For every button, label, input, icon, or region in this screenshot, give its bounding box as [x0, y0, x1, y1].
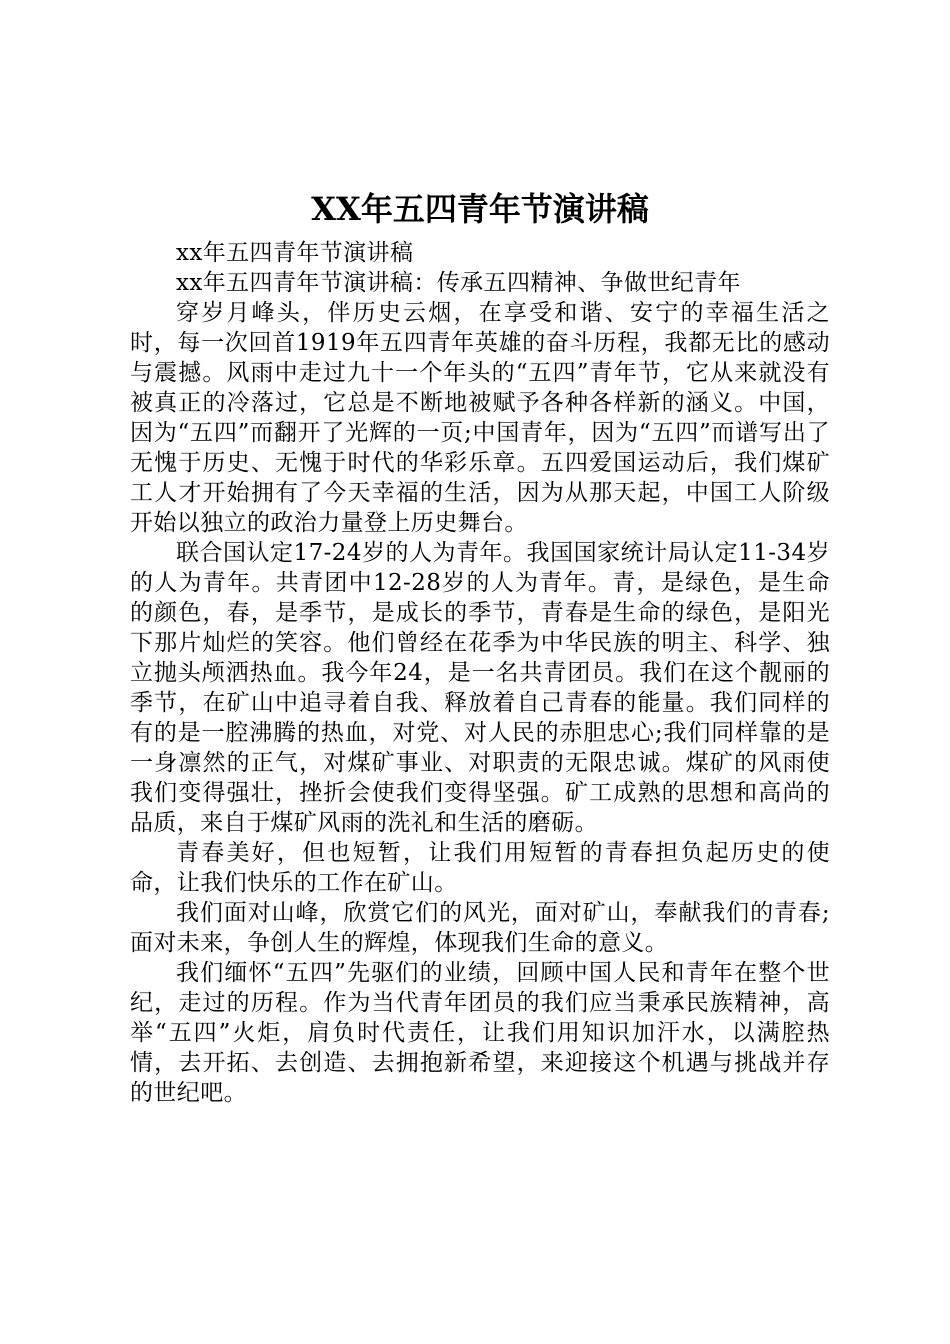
paragraph-headline: xx年五四青年节演讲稿：传承五四精神、争做世纪青年 — [176, 270, 741, 296]
paragraph-body: 联合国认定17-24岁的人为青年。我国国家统计局认定11-34岁的人为青年。共青团中12-28岁的人为青年。青，是绿色，是生命的颜色，春，是季节，是成长的季节，青春是生命的绿色，是阳光下那片灿烂的笑容。他们曾经在花季为中华民族的明主、科学、独立抛头颅洒热血。我今年24，是一名共青团员。我们在这个靓丽的季节，在矿山中追寻着自我、释放着自己青春的能量。我们同样的有的是一腔沸腾的热血，对党、对人民的赤胆忠心;我们同样靠的是一身凛然的正气，对煤矿事业、对职责的无限忠诚。煤矿的风雨使我们变得强壮，挫折会使我们变得坚强。矿工成熟的思想和高尚的品质，来自于煤矿风雨的洗礼和生活的磨砺。 — [130, 540, 830, 836]
paragraph-body: 我们面对山峰，欣赏它们的风光，面对矿山，奉献我们的青春;面对未来，争创人生的辉煌，体现我们生命的意义。 — [130, 900, 830, 956]
document-title: XX年五四青年节演讲稿 — [311, 190, 649, 228]
paragraph-body: 穿岁月峰头，伴历史云烟，在享受和谐、安宁的幸福生活之时，每一次回首1919年五四青年英雄的奋斗历程，我都无比的感动与震撼。风雨中走过九十一个年头的“五四”青年节，它从来就没有被真正的冷落过，它总是不断地被赋予各种各样新的涵义。中国，因为“五四”而翻开了光辉的一页;中国青年，因为“五四”而谱写出了无愧于历史、无愧于时代的华彩乐章。五四爱国运动后，我们煤矿工人才开始拥有了今天幸福的生活，因为从那天起，中国工人阶级开始以独立的政治力量登上历史舞台。 — [130, 300, 830, 536]
document-page — [130, 186, 830, 1108]
paragraph-body: 青春美好，但也短暂，让我们用短暂的青春担负起历史的使命，让我们快乐的工作在矿山。 — [130, 840, 830, 896]
paragraph-subtitle: xx年五四青年节演讲稿 — [176, 240, 414, 266]
paragraph-body: 我们缅怀“五四”先驱们的业绩，回顾中国人民和青年在整个世纪，走过的历程。作为当代青年团员的我们应当秉承民族精神，高举“五四”火炬，肩负时代责任，让我们用知识加汗水，以满腔热情，去开拓、去创造、去拥抱新希望，来迎接这个机遇与挑战并存的世纪吧。 — [130, 960, 830, 1106]
